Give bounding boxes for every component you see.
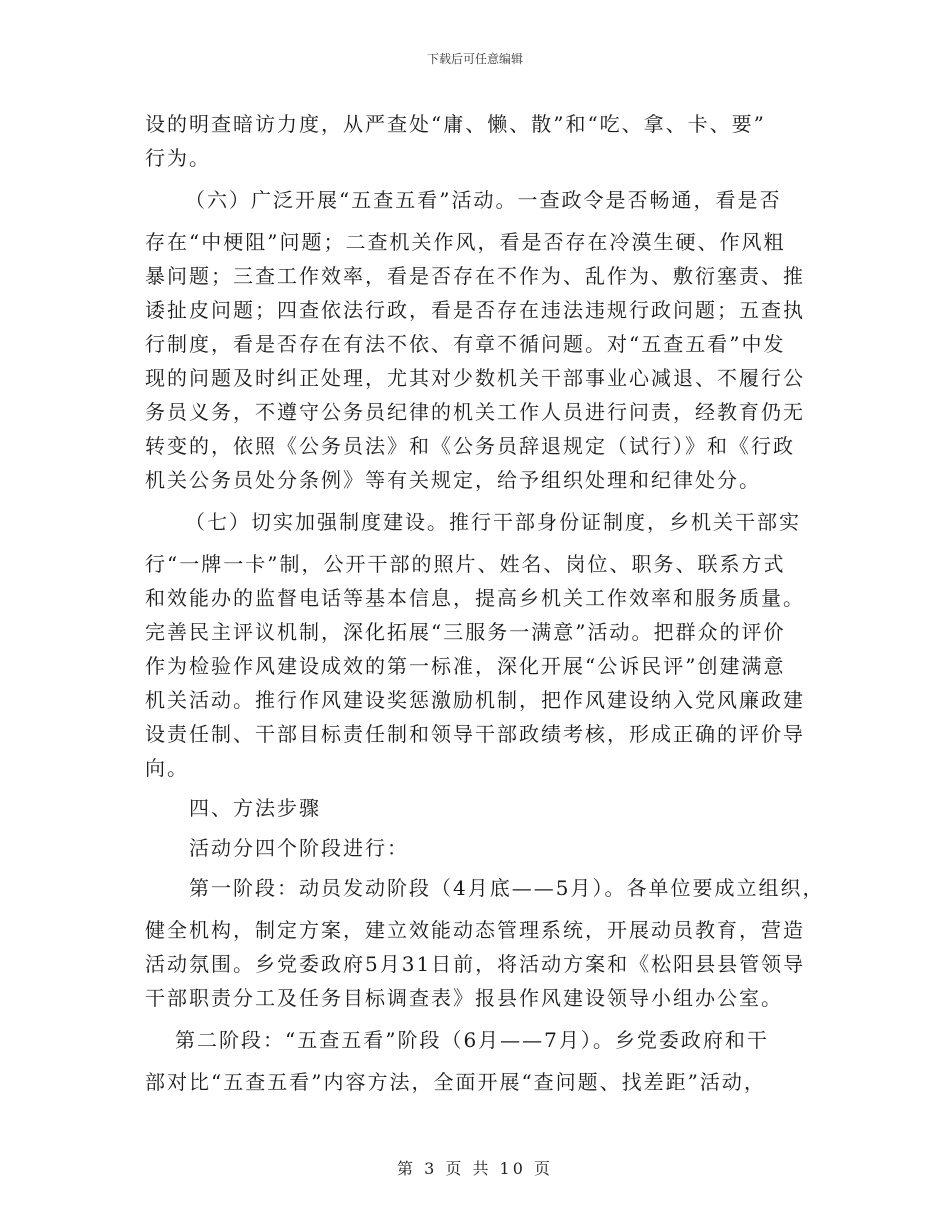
text-line: （七）切实加强制度建设。推行干部身份证制度，乡机关干部实 [185, 510, 801, 534]
text-line: 诿扯皮问题；四查依法行政，看是否存在违法违规行政问题；五查执 [145, 298, 805, 322]
text-line: 行为。 [145, 146, 211, 170]
text-line: 第一阶段：动员发动阶段（4月底——5月）。各单位要成立组织， [189, 876, 825, 900]
text-line: 机关活动。推行作风建设奖惩激励机制，把作风建设纳入党风廉政建 [145, 688, 805, 712]
text-line: 干部职责分工及任务目标调查表》报县作风建设领导小组办公室。 [145, 986, 783, 1010]
text-line: 行“一牌一卡”制，公开干部的照片、姓名、岗位、职务、联系方式 [145, 552, 786, 576]
text-line: 设责任制、干部目标责任制和领导干部政绩考核，形成正确的评价导 [145, 722, 805, 746]
text-line: 现的问题及时纠正处理，尤其对少数机关干部事业心减退、不履行公 [145, 366, 805, 390]
text-line: 第二阶段：“五查五看”阶段（6月——7月）。乡党委政府和干 [175, 1028, 769, 1052]
text-line: 和效能办的监督电话等基本信息，提高乡机关工作效率和服务质量。 [145, 586, 805, 610]
page-number: 第 3 页 共 10 页 [397, 1159, 553, 1178]
text-line: 暴问题；三查工作效率，看是否存在不作为、乱作为、敷衍塞责、推 [145, 264, 805, 288]
text-line: （六）广泛开展“五查五看”活动。一查政令是否畅通，看是否 [185, 188, 782, 212]
text-line: 完善民主评议机制，深化拓展“三服务一满意”活动。把群众的评价 [145, 620, 786, 644]
text-line: 活动氛围。乡党委政府5月31日前，将活动方案和《松阳县县管领导 [145, 952, 806, 976]
text-line: 向。 [145, 756, 189, 780]
text-line: 存在“中梗阻”问题；二查机关作风，看是否存在冷漠生硬、作风粗 [145, 230, 786, 254]
text-line: 转变的，依照《公务员法》和《公务员辞退规定（试行）》和《行政 [145, 434, 795, 458]
text-line: 设的明查暗访力度，从严查处“庸、懒、散”和“吃、拿、卡、要” [145, 112, 766, 136]
page-header: 下载后可任意编辑 [426, 52, 523, 66]
section-heading: 四、方法步骤 [189, 796, 321, 820]
text-line: 务员义务，不遵守公务员纪律的机关工作人员进行问责，经教育仍无 [145, 400, 805, 424]
text-line: 活动分四个阶段进行： [189, 836, 409, 860]
text-line: 机关公务员处分条例》等有关规定，给予组织处理和纪律处分。 [145, 468, 761, 492]
text-line: 作为检验作风建设成效的第一标准，深化开展“公诉民评”创建满意 [145, 654, 786, 678]
text-line: 行制度，看是否存在有法不依、有章不循问题。对“五查五看”中发 [145, 332, 786, 356]
text-line: 健全机构，制定方案，建立效能动态管理系统，开展动员教育，营造 [145, 918, 805, 942]
text-line: 部对比“五查五看”内容方法，全面开展“查问题、找差距”活动， [145, 1070, 766, 1094]
